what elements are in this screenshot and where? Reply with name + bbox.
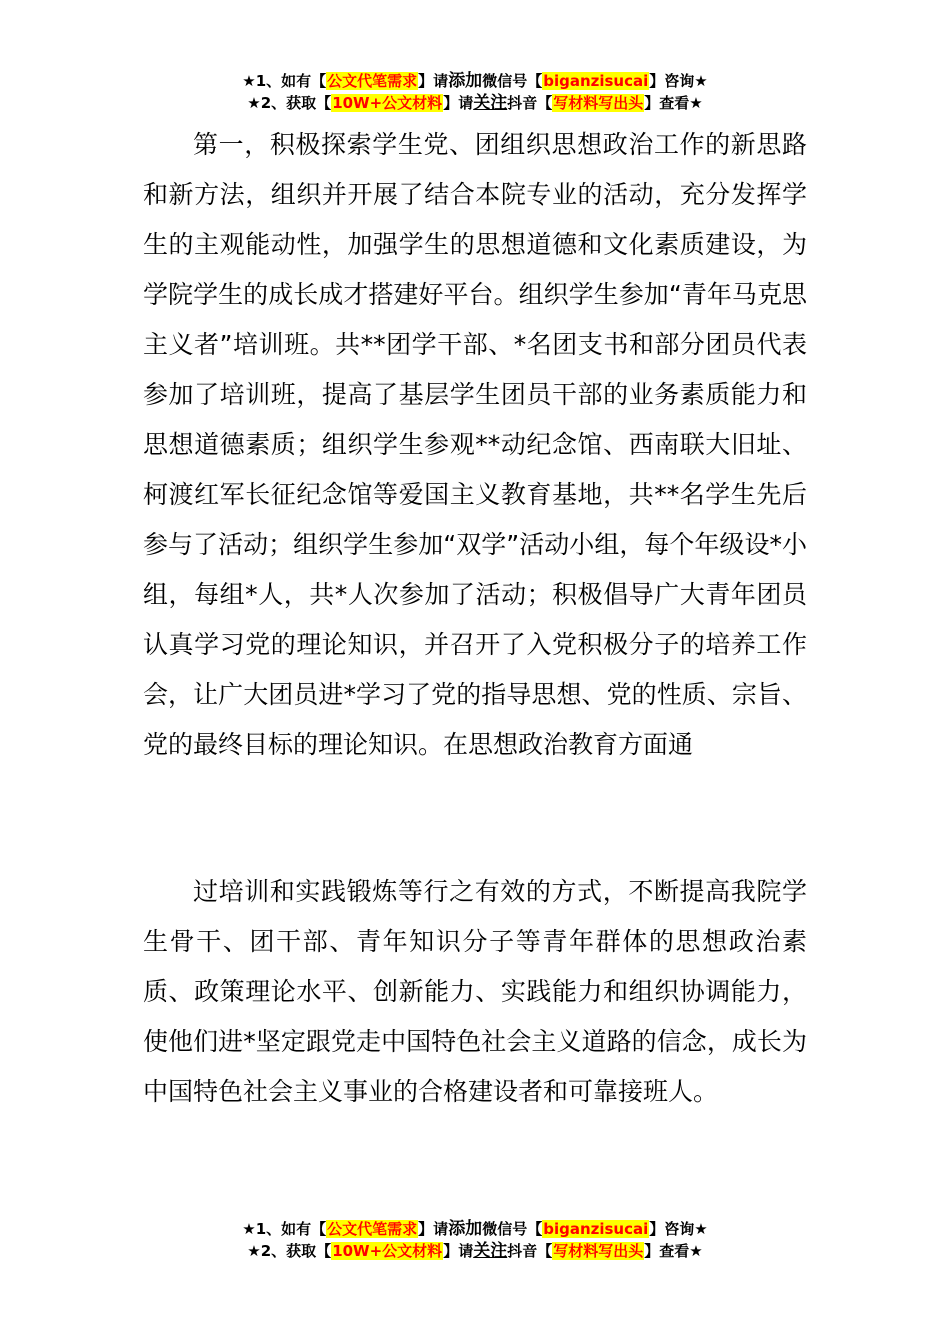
- header-banner: [0, 70, 950, 114]
- footer-highlight-ghostwriting: 公文代笔需求: [327, 1220, 418, 1238]
- header-line-2-prefix: ★2、获取【: [247, 94, 332, 112]
- header-line-2: [0, 92, 950, 114]
- body-paragraph-1: 第一，积极探索学生党、团组织思想政治工作的新思路和新方法，组织并开展了结合本院专业的活动，充分发挥学生的主观能动性，加强学生的思想道德和文化素质建设，为学院学生的成长成才搭建好平台。组织学生参加“青年马克思主义者”培训班。共**团学干部、*名团支书和部分团员代表参加了培训班，提高了基层学生团员干部的业务素质能力和思想道德素质；组织学生参观**动纪念馆、西南联大旧址、柯渡红军长征纪念馆等爱国主义教育基地，共**名学生先后参与了活动；组织学生参加“双学”活动小组，每个年级设*小组，每组*人，共*人次参加了活动；积极倡导广大青年团员认真学习党的理论知识，并召开了入党积极分子的培养工作会，让广大团员进*学习了党的指导思想、党的性质、宗旨、党的最终目标的理论知识。在思想政治教育方面通: [143, 130, 807, 759]
- header-line-1-text-2: 微信号【: [482, 72, 543, 90]
- header-emphasis-follow: 关注: [473, 93, 508, 113]
- header-line-1: [0, 70, 950, 92]
- header-highlight-ghostwriting: 公文代笔需求: [327, 72, 418, 90]
- footer-line-1-text: 】请: [418, 1220, 449, 1238]
- body-paragraph-2: 过培训和实践锻炼等行之有效的方式，不断提高我院学生骨干、团干部、青年知识分子等青年群体的思想政治素质、政策理论水平、创新能力、实践能力和组织协调能力，使他们进*坚定跟党走中国特色社会主义道路的信念，成长为中国特色社会主义事业的合格建设者和可靠接班人。: [143, 877, 807, 1106]
- footer-highlight-wechat-id: biganzisucai: [543, 1220, 649, 1238]
- footer-line-1-prefix: ★1、如有【: [242, 1220, 327, 1238]
- header-highlight-materials: 10W+公文材料: [332, 94, 443, 112]
- footer-line-2: [0, 1240, 950, 1262]
- footer-line-2-text: 】请: [443, 1242, 474, 1260]
- footer-line-2-text-2: 抖音【: [507, 1242, 553, 1260]
- header-line-2-suffix: 】查看★: [644, 94, 703, 112]
- header-line-2-text: 】请: [443, 94, 474, 112]
- footer-line-1-text-2: 微信号【: [482, 1220, 543, 1238]
- header-line-1-prefix: ★1、如有【: [242, 72, 327, 90]
- header-highlight-wechat-id: biganzisucai: [543, 72, 649, 90]
- footer-line-2-prefix: ★2、获取【: [247, 1242, 332, 1260]
- header-line-2-text-2: 抖音【: [507, 94, 553, 112]
- footer-line-1: [0, 1218, 950, 1240]
- header-line-1-suffix: 】咨询★: [649, 72, 708, 90]
- header-emphasis-add: 添加: [448, 71, 483, 91]
- footer-emphasis-follow: 关注: [473, 1241, 508, 1261]
- footer-line-2-suffix: 】查看★: [644, 1242, 703, 1260]
- footer-highlight-douyin: 写材料写出头: [553, 1242, 644, 1260]
- footer-highlight-materials: 10W+公文材料: [332, 1242, 443, 1260]
- header-line-1-text: 】请: [418, 72, 449, 90]
- footer-line-1-suffix: 】咨询★: [649, 1220, 708, 1238]
- header-highlight-douyin: 写材料写出头: [553, 94, 644, 112]
- footer-emphasis-add: 添加: [448, 1219, 483, 1239]
- footer-banner: [0, 1218, 950, 1262]
